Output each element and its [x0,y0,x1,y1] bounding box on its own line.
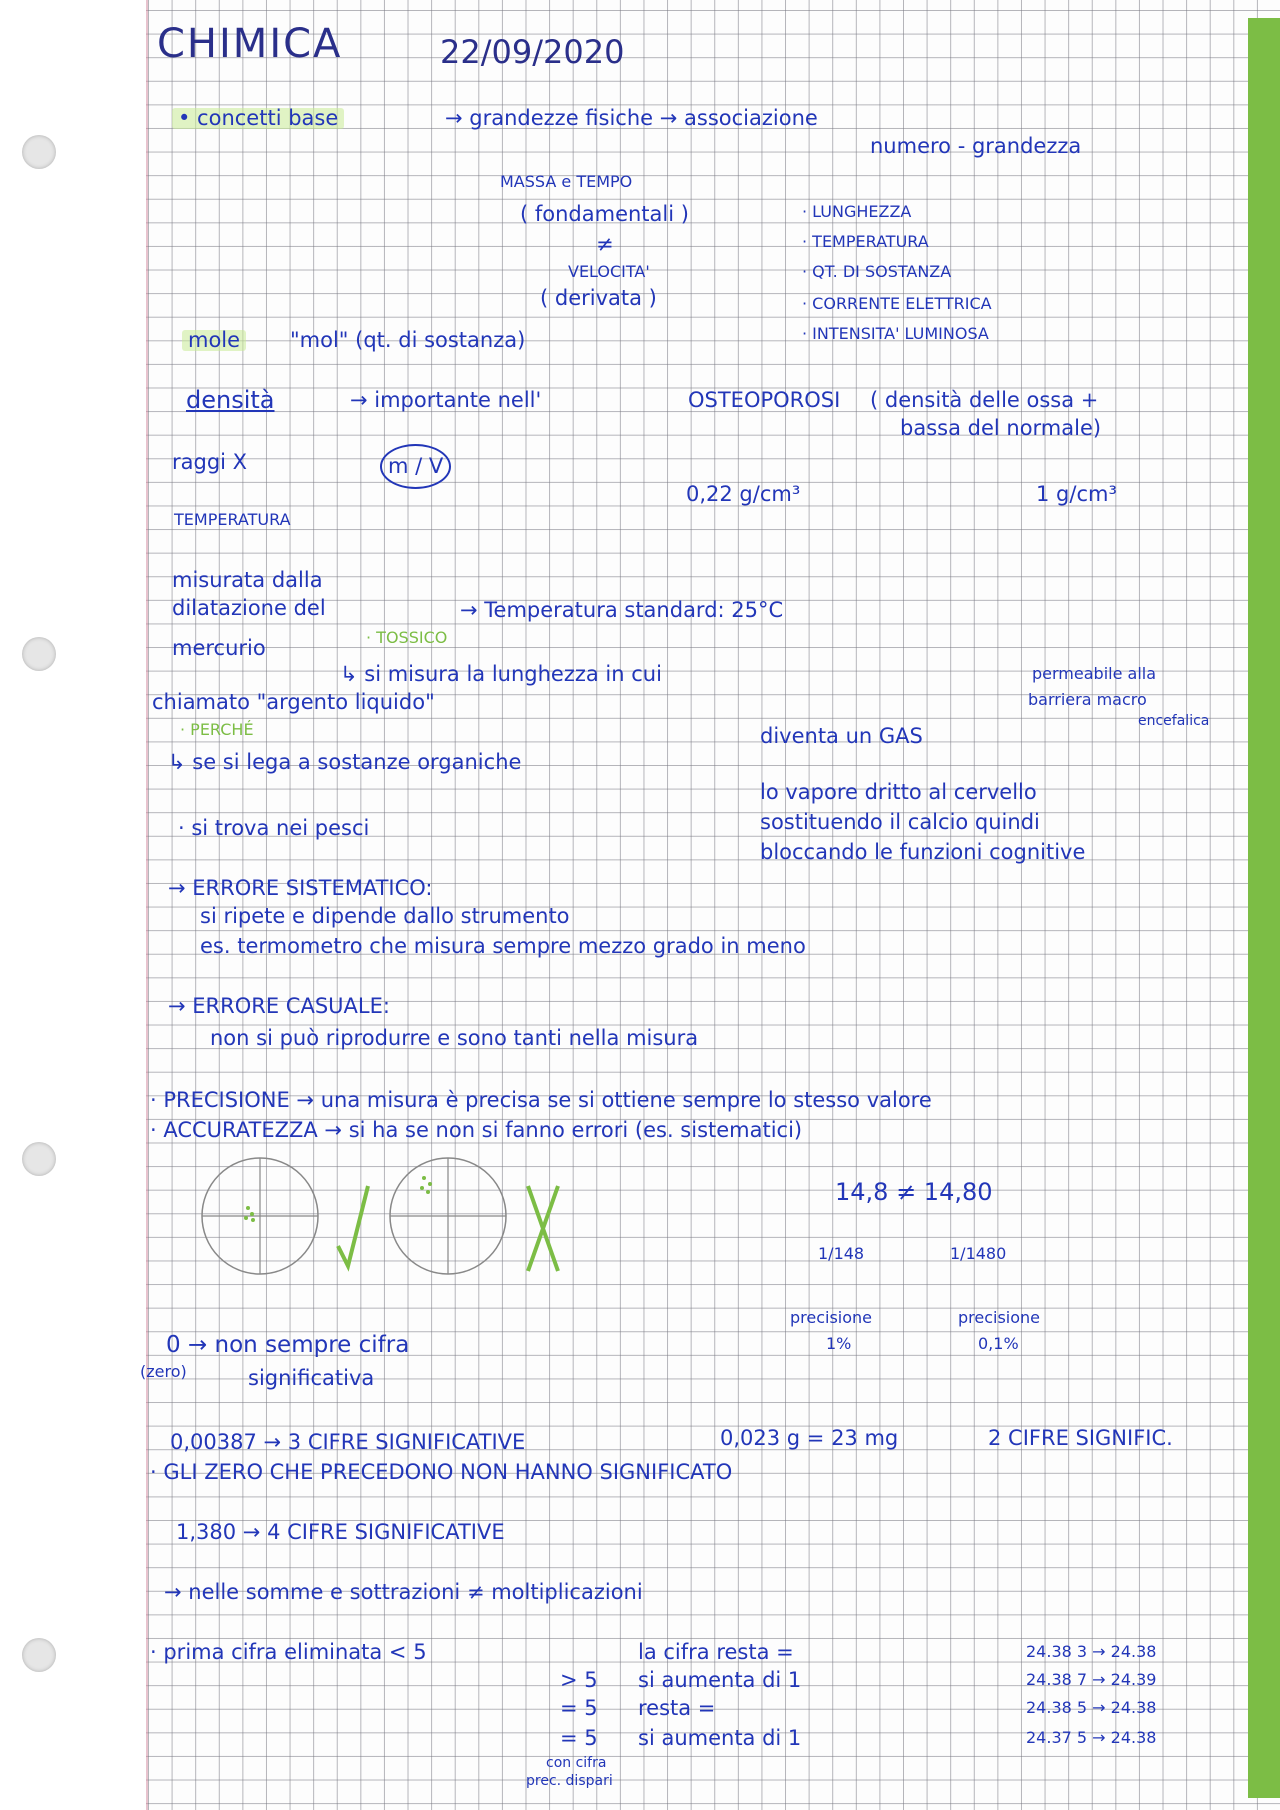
note-line: precisione [958,1308,1041,1327]
margin-line [146,0,148,1810]
note-line: 0,00387 → 3 CIFRE SIGNIFICATIVE [170,1430,526,1454]
note-line: OSTEOPOROSI [688,388,841,412]
page-date: 22/09/2020 [440,33,625,71]
note-line: 24.38 3 → 24.38 [1026,1642,1157,1661]
note-line: mole [182,330,246,351]
note-line: → grandezze fisiche → associazione [445,106,818,130]
note-line: → ERRORE SISTEMATICO: [168,876,433,900]
note-line: misurata dalla [172,568,323,592]
note-line: MASSA e TEMPO [500,172,633,191]
note-line: 1/148 [818,1244,865,1263]
note-line: ( derivata ) [540,286,657,310]
note-line: si aumenta di 1 [638,1726,802,1750]
note-line: 1 g/cm³ [1036,482,1117,506]
green-edge-bar [1248,18,1280,1798]
note-line: 0,1% [978,1334,1019,1353]
note-line: > 5 [560,1668,598,1692]
note-line: bassa del normale) [900,416,1102,440]
page-title: CHIMICA [157,21,343,67]
note-line: 0,023 g = 23 mg [720,1426,899,1450]
note-line: densità [186,386,275,414]
punch-hole [22,1638,56,1672]
note-line: 24.37 5 → 24.38 [1026,1728,1157,1747]
note-line: 14,8 ≠ 14,80 [835,1178,993,1206]
note-line: non si può riprodurre e sono tanti nella misura [210,1026,699,1050]
note-line: · prima cifra eliminata < 5 [150,1640,427,1664]
note-line: con cifra [546,1755,607,1771]
note-line: raggi X [172,450,248,474]
note-line: · GLI ZERO CHE PRECEDONO NON HANNO SIGNIFICATO [150,1460,733,1484]
note-line: 2 CIFRE SIGNIFIC. [988,1426,1173,1450]
note-line: → importante nell' [350,388,542,412]
note-line: sostituendo il calcio quindi [760,810,1040,834]
note-line: 1,380 → 4 CIFRE SIGNIFICATIVE [176,1520,505,1544]
note-line: bloccando le funzioni cognitive [760,840,1086,864]
note-line: · si trova nei pesci [178,816,370,840]
note-line: 1/1480 [950,1244,1007,1263]
note-line: • concetti base [172,108,344,129]
note-line: m / V [380,444,451,489]
note-line: barriera macro [1028,690,1147,709]
note-line: · CORRENTE ELETTRICA [802,294,992,313]
note-line: 1% [826,1334,852,1353]
note-line: lo vapore dritto al cervello [760,780,1037,804]
note-line: ( densità delle ossa + [870,388,1099,412]
note-line: diventa un GAS [760,724,923,748]
note-line: TEMPERATURA [174,510,291,529]
note-line: permeabile alla [1032,664,1157,683]
note-line: · LUNGHEZZA [802,202,912,221]
target-diagrams [198,1156,568,1282]
note-line: 24.38 7 → 24.39 [1026,1670,1157,1689]
note-line: → Temperatura standard: 25°C [460,598,784,622]
note-line: · PERCHÉ [180,720,254,739]
note-line: "mol" (qt. di sostanza) [290,328,526,352]
note-line: · QT. DI SOSTANZA [802,262,952,281]
note-line: → ERRORE CASUALE: [168,994,390,1018]
note-line: ↳ si misura la lunghezza in cui [340,662,662,686]
note-line: · TEMPERATURA [802,232,929,251]
note-line: precisione [790,1308,873,1327]
note-line: VELOCITA' [568,262,650,281]
note-line: es. termometro che misura sempre mezzo grado in meno [200,934,806,958]
note-line: = 5 [560,1726,598,1750]
note-line: si ripete e dipende dallo strumento [200,904,570,928]
left-margin [0,0,146,1810]
punch-hole [22,135,56,169]
note-line: ↳ se si lega a sostanze organiche [168,750,522,774]
note-line: = 5 [560,1696,598,1720]
note-line: encefalica [1138,713,1210,729]
note-line: (zero) [140,1362,187,1381]
note-line: significativa [248,1366,375,1390]
note-line: mercurio [172,636,266,660]
note-line: numero - grandezza [870,134,1082,158]
note-line: chiamato "argento liquido" [152,690,435,714]
note-line: · ACCURATEZZA → si ha se non si fanno errori (es. sistematici) [150,1118,803,1142]
note-line: resta = [638,1696,716,1720]
note-line: 0,22 g/cm³ [686,482,801,506]
note-line: · INTENSITA' LUMINOSA [802,324,989,343]
punch-hole [22,1142,56,1176]
note-line: 24.38 5 → 24.38 [1026,1698,1157,1717]
note-line: la cifra resta = [638,1640,794,1664]
note-line: ( fondamentali ) [520,202,689,226]
note-line: · PRECISIONE → una misura è precisa se si ottiene sempre lo stesso valore [150,1088,932,1112]
note-line: dilatazione del [172,596,326,620]
note-line: si aumenta di 1 [638,1668,802,1692]
note-line: prec. dispari [526,1773,613,1789]
note-line: → nelle somme e sottrazioni ≠ moltiplicazioni [164,1580,643,1604]
note-line: ≠ [596,232,614,256]
note-line: · TOSSICO [366,628,448,647]
note-line: 0 → non sempre cifra [166,1332,410,1358]
punch-hole [22,637,56,671]
